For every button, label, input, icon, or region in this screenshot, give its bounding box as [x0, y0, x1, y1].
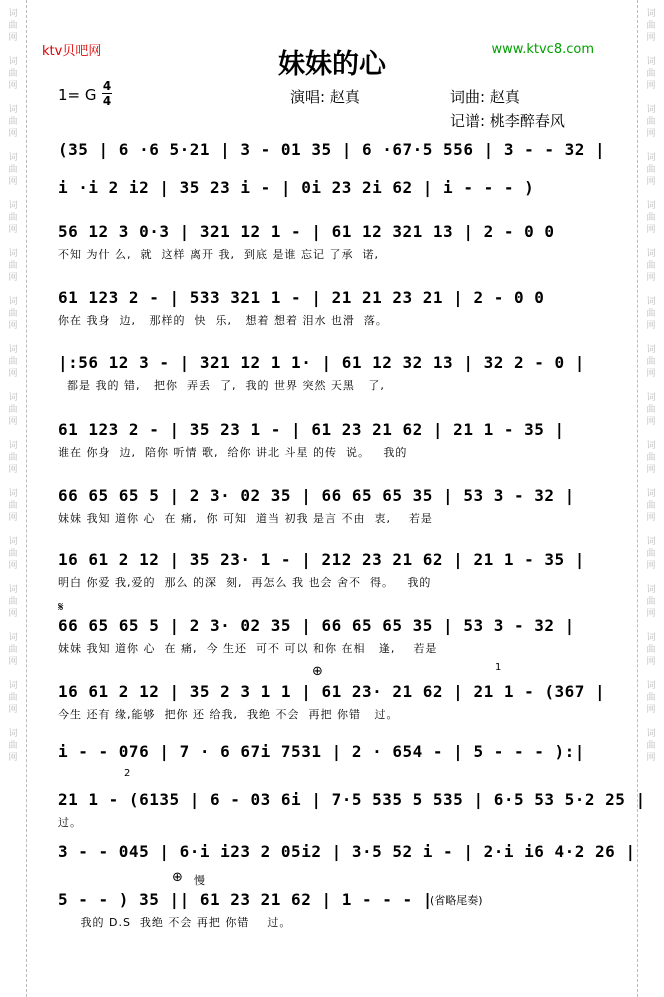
coda-sign: ⊕ — [312, 664, 323, 679]
time-signature-top: 4 — [102, 79, 112, 93]
left-margin-strip — [0, 0, 27, 997]
right-edge-watermark: 词 曲 网 词 曲 网 词 曲 网 词 曲 网 词 曲 网 词 曲 网 词 曲 网 词 曲 网 词 曲 网 词 曲 网 词 曲 网 词 曲 网 词 曲 网 词 曲 网 词 曲 网 词 曲 网 — [646, 9, 656, 763]
row-notes: 61 123 2 - | 533 321 1 - | 21 21 23 21 | 2 - 0 0 — [58, 288, 545, 307]
row-notes: 66 65 65 5 | 2 3· 02 35 | 66 65 65 35 | 53 3 - 32 | — [58, 616, 575, 635]
row-notes: |:56 12 3 - | 321 12 1 1· | 61 12 32 13 | 32 2 - 0 | — [58, 353, 585, 372]
lyricist-credit: 词曲: 赵真 — [450, 88, 520, 106]
site-watermark-right: www.ktvc8.com — [491, 42, 594, 57]
coda-sign-final: ⊕ — [172, 870, 183, 885]
left-edge-watermark: 词 曲 网 词 曲 网 词 曲 网 词 曲 网 词 曲 网 词 曲 网 词 曲 网 词 曲 网 词 曲 网 词 曲 网 词 曲 网 词 曲 网 词 曲 网 词 曲 网 词 曲 网 词 曲 网 — [8, 9, 18, 763]
volta-1-label: 1 — [495, 662, 502, 673]
time-signature — [102, 80, 112, 107]
right-margin-strip — [637, 0, 664, 997]
row-lyrics: 不知 为什 么, 就 这样 离开 我, 到底 是谁 忘记 了承 诺, — [58, 248, 379, 261]
row-lyrics: 明白 你爱 我,爱的 那么 的深 刻, 再怎么 我 也会 舍不 得。 我的 — [58, 576, 432, 589]
row-notes: 61 123 2 - | 35 23 1 - | 61 23 21 62 | 21 1 - 35 | — [58, 420, 565, 439]
time-signature-bottom: 4 — [102, 94, 112, 108]
row-lyrics: 都是 我的 错, 把你 弄丢 了, 我的 世界 突然 天黑 了, — [58, 379, 385, 392]
row-notes: 56 12 3 0·3 | 321 12 1 - | 61 12 321 13 | 2 - 0 0 — [58, 222, 555, 241]
row-lyrics: 我的 D.S 我绝 不会 再把 你错 过。 — [58, 916, 292, 929]
row-lyrics: 妹妹 我知 道你 心 在 痛, 今 生还 可不 可以 和你 在相 逢, 若是 — [58, 642, 438, 655]
row-lyrics: 你在 我身 边, 那样的 快 乐, 想着 想着 泪水 也滑 落。 — [58, 314, 388, 327]
singer-credit: 演唱: 赵真 — [290, 88, 360, 106]
row-notes: 21 1 - (6135 | 6 - 03 6i | 7·5 535 5 535 | 6·5 53 5·2 25 | — [58, 790, 646, 809]
row-notes: 3 - - 045 | 6·i i23 2 05i2 | 3·5 52 i - | 2·i i6 4·2 26 | — [58, 842, 636, 861]
key-signature: 1= G — [58, 86, 97, 104]
row-lyrics: 谁在 你身 边, 陪你 听情 歌, 给你 讲北 斗星 的传 说。 我的 — [58, 446, 408, 459]
row-notes: 16 61 2 12 | 35 23· 1 - | 212 23 21 62 | 21 1 - 35 | — [58, 550, 585, 569]
song-title: 妹妹的心 — [278, 49, 386, 80]
row-notes: 16 61 2 12 | 35 2 3 1 1 | 61 23· 21 62 | 21 1 - (367 | — [58, 682, 606, 701]
volta-2-label: 2 — [124, 768, 131, 779]
row-lyrics: 妹妹 我知 道你 心 在 痛, 你 可知 道当 初我 是言 不由 衷, 若是 — [58, 512, 433, 525]
tempo-slow-mark: 慢 — [194, 874, 205, 887]
row-notes: 66 65 65 5 | 2 3· 02 35 | 66 65 65 35 | 53 3 - 32 | — [58, 486, 575, 505]
omitted-outro-note: (省略尾奏) — [430, 894, 483, 907]
row-notes: i - - 076 | 7 · 6 67i 7531 | 2 · 654 - | 5 - - - ):| — [58, 742, 585, 761]
row-lyrics: 今生 还有 缘,能够 把你 还 给我, 我绝 不会 再把 你错 过。 — [58, 708, 399, 721]
row-notes: (35 | 6 ·6 5·21 | 3 - 01 35 | 6 ·67·5 556 | 3 - - 32 | — [58, 140, 606, 159]
row-notes: i ·i 2 i2 | 35 23 i - | 0i 23 2i 62 | i - - - ) — [58, 178, 535, 197]
site-watermark-left: ktv贝吧网 — [42, 44, 102, 59]
row-notes: 5 - - ) 35 || 61 23 21 62 | 1 - - - | — [58, 890, 433, 909]
arranger-credit: 记谱: 桃李醉春风 — [450, 112, 565, 130]
segno-sign: 𝄋 — [58, 600, 64, 615]
row-lyrics: 过。 — [58, 816, 82, 829]
